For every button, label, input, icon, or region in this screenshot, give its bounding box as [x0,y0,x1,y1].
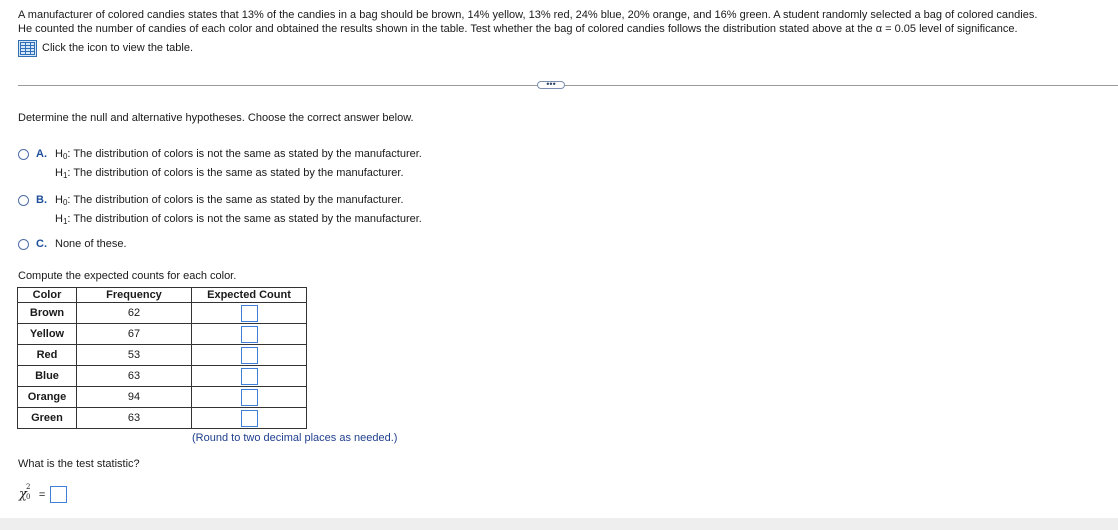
table-row [18,345,307,366]
frequency-cell: 63 [77,408,192,429]
option-a-h0: $H_0$: The distribution of colors is not the same as stated by the manufacturer. [55,148,422,161]
view-table-text[interactable]: Click the icon to view the table. [42,42,194,54]
table-row [18,303,307,324]
radio-option-b[interactable] [18,195,29,206]
color-cell: Red [18,345,77,366]
header-expected: Expected Count [192,288,307,303]
table-row [18,387,307,408]
expected-prompt: Compute the expected counts for each color. [18,270,237,282]
color-cell: Green [18,408,77,429]
test-statistic-input[interactable] [50,486,67,503]
radio-option-a[interactable] [18,149,29,160]
hypotheses-prompt: Determine the null and alternative hypotheses. Choose the correct answer below. [18,112,414,124]
option-a-letter: A. [36,148,47,160]
table-row [18,408,307,429]
expected-cell [192,303,307,324]
frequency-cell: 53 [77,345,192,366]
header-color: Color [18,288,77,303]
expected-input-brown[interactable] [241,305,258,322]
statistic-prompt: What is the test statistic? [18,458,140,470]
option-a-h1: $H_1$: The distribution of colors is the same as stated by the manufacturer. [55,167,404,180]
radio-option-c[interactable] [18,239,29,250]
frequency-cell: 94 [77,387,192,408]
chi-square-symbol: χ 2 0 [19,483,31,502]
frequency-cell: 63 [77,366,192,387]
equals-sign: = [38,488,46,501]
color-cell: Yellow [18,324,77,345]
expected-cell [192,387,307,408]
table-row [18,366,307,387]
option-c-text: None of these. [55,238,127,250]
expected-input-blue[interactable] [241,368,258,385]
option-b[interactable] [18,194,422,230]
header-frequency: Frequency [77,288,192,303]
more-button[interactable]: ••• [537,81,565,89]
color-cell: Orange [18,387,77,408]
color-cell: Brown [18,303,77,324]
section-divider [18,85,1118,86]
table-icon[interactable] [18,40,37,57]
expected-input-yellow[interactable] [241,326,258,343]
problem-line-1: A manufacturer of colored candies states that 13% of the candies in a bag should be brown, 14% yellow, 13% red, 24% blue, 20% orange, and 16% green. A student randomly selected a bag of colored candies. [18,9,1038,21]
problem-line-2: He counted the number of candies of each color and obtained the results shown in the table. Test whether the bag of colored candies follows the distribution stated above at the α = 0.05 level of significance. [18,23,1018,35]
option-b-h1: $H_1$: The distribution of colors is not the same as stated by the manufacturer. [55,213,422,226]
option-c-letter: C. [36,238,47,250]
option-c[interactable] [18,238,127,253]
view-table-link[interactable] [18,40,193,56]
option-a[interactable] [18,148,422,184]
frequency-cell: 62 [77,303,192,324]
expected-cell [192,408,307,429]
expected-input-red[interactable] [241,347,258,364]
expected-cell [192,345,307,366]
expected-count-table [17,287,307,429]
table-header-row [18,288,307,303]
option-b-letter: B. [36,194,47,206]
expected-cell [192,366,307,387]
table-row [18,324,307,345]
option-b-h0: $H_0$: The distribution of colors is the same as stated by the manufacturer. [55,194,404,207]
expected-input-orange[interactable] [241,389,258,406]
expected-input-green[interactable] [241,410,258,427]
rounding-note: (Round to two decimal places as needed.) [192,432,398,444]
color-cell: Blue [18,366,77,387]
expected-cell [192,324,307,345]
frequency-cell: 67 [77,324,192,345]
statistic-answer-row [19,483,67,503]
problem-statement [18,8,1113,36]
footer-bar [0,518,1118,530]
